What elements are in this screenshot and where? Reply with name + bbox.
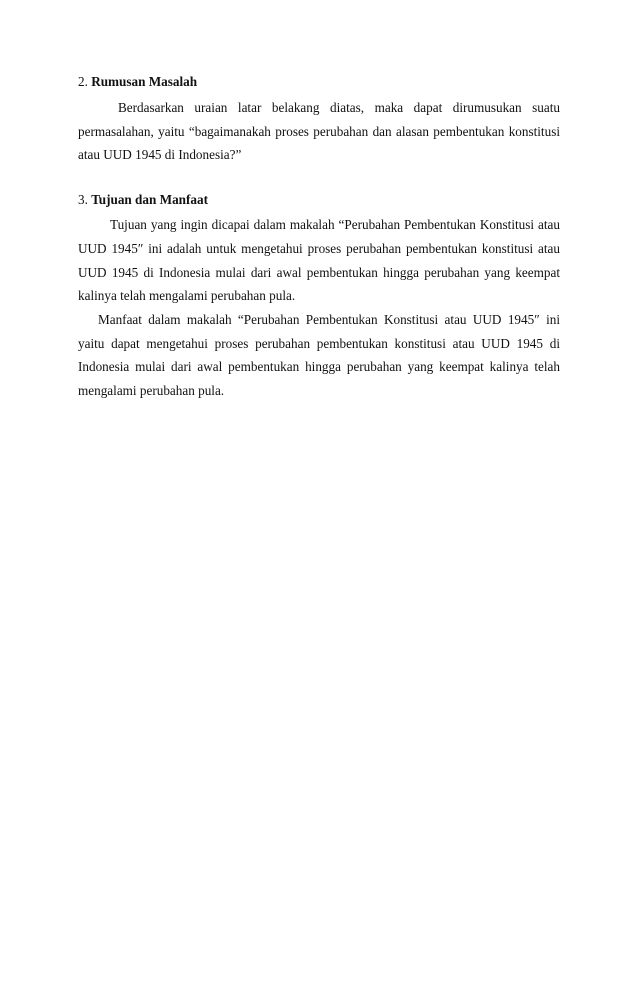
- section-2-title: Rumusan Masalah: [91, 74, 198, 89]
- section-3-paragraph-tujuan: Tujuan yang ingin dicapai dalam makalah “Perubahan Pembentukan Konstitusi atau UUD 1945″ ini adalah untuk mengetahui proses perubahan pembentukan konstitusi atau UUD 1945 di Indonesia mulai dari awal pembentukan hingga perubahan yang keempat kalinya telah mengalami perubahan pula.: [78, 217, 560, 304]
- section-3-title: Tujuan dan Manfaat: [91, 192, 208, 208]
- document-body: [78, 73, 560, 403]
- section-2-heading: [78, 73, 560, 90]
- section-2-number: 2.: [78, 74, 88, 89]
- section-3-number: 3.: [78, 192, 88, 208]
- section-3-paragraph-manfaat: Manfaat dalam makalah “Perubahan Pembentukan Konstitusi atau UUD 1945″ ini yaitu dapat mengetahui proses perubahan pembentukan konstitusi atau UUD 1945 di Indonesia mulai dari awal pembentukan hingga perubahan yang keempat kalinya telah mengalami perubahan pula.: [78, 311, 560, 399]
- section-3-heading: [78, 191, 560, 208]
- section-2-paragraph: Berdasarkan uraian latar belakang diatas, maka dapat dirumusukan suatu permasalahan, yaitu “bagaimanakah proses perubahan dan alasan pembentukan konstitusi atau UUD 1945 di Indonesia?”: [78, 100, 560, 163]
